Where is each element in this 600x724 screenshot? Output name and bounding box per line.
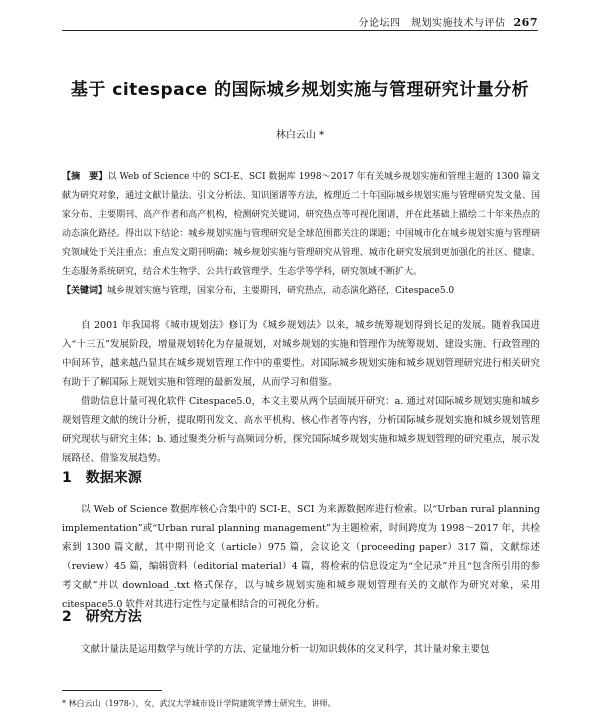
section-number: 1 bbox=[62, 470, 72, 486]
author-line: 林白云山 * bbox=[275, 130, 325, 141]
running-title: 分论坛四 规划实施技术与评估 bbox=[358, 18, 506, 29]
abstract-text: 以 Web of Science 中的 SCI-E、SCI 数据库 1998～2017 年有关城乡规划实施和管理主题的 1300 篇文献为研究对象，通过文献计量法、引文分析法、知识图谱等方法，梳理近二十年国际城乡规划实施与管理研究发文量、国家分布、主要期刊、高产作者和高产机构，检测研究关键词、研究热点等可视化图谱，并在此基础上描绘二十年来热点的动态演化路径。得出以下结论：城乡规划实施与管理研究是全球范围都关注的课题；中国城市化在城乡规划实施与管理研究领域处于关注重点；重点发文期刊明确；城乡规划实施与管理研究从管理、城市化研究发展到更加强化的社区、健康、生态服务系统研究，结合术生物学、公共行政管理学、生态学等学科，研究领域不断扩大。 bbox=[62, 172, 540, 277]
footnote-rule bbox=[62, 690, 162, 691]
intro-paragraph-2: 借助信息计量可视化软件 Citespace5.0，本文主要从两个层面展开研究：a. 通过对国际城乡规划实施和城乡规划管理文献的统计分析，提取期刊发文、高水平机构、核心作者等内容，分析国际城乡规划实施和城乡规划管理研究现状与研究主体；b. 通过聚类分析与高频词分析，探究国际城乡规划实施和城乡规划管理的研究重点，展示发展路径、借鉴发展趋势。 bbox=[62, 396, 540, 464]
intro-paragraph-1: 自 2001 年我国将《城市规划法》修订为《城乡规划法》以来，城乡统筹规划得到长足的发展。随着我国进入“十三五”发展阶段，增量规划转化为存量规划，对城乡规划的实施和管理作为统筹规划、建设实施、行政管理的中间环节，越来越凸显其在城乡规划管理工作中的重要性。对国际城乡规划实施和城乡规划管理研究进行相关研究有助于了解国际上规划实施和管理的最新发展，从而学习和借鉴。 bbox=[62, 320, 540, 388]
abstract-label: 【摘 要】 bbox=[62, 172, 108, 182]
keywords-label: 【关键词】 bbox=[62, 286, 108, 296]
header-rule bbox=[62, 30, 538, 31]
paper-title: 基于 citespace 的国际城乡规划实施与管理研究计量分析 bbox=[70, 80, 530, 100]
running-header bbox=[359, 14, 538, 29]
section-heading-methods bbox=[62, 606, 142, 626]
page-number: 267 bbox=[513, 16, 538, 29]
data-source-paragraph: 以 Web of Science 数据库核心合集中的 SCI-E、SCI 为来源数据库进行检索。以“Urban rural planning implementation”或“Urban rural planning management”为主题检索，时间跨度为 1998～2017 年，共检索到 1300 篇文献，其中期刊论文（article）975 篇，会议论文（proceeding paper）317 篇，文献综述（review）45 篇，编辑资料（editorial material）4 篇，将检索的信息设定为“全记录”并且“包含所引用的参考文献”并以 download_.txt 格式保存，以与城乡规划实施和城乡规划管理有关的文献作为研究对象，采用 citespace5.0 软件对其进行定性与定量相结合的可视化分析。 bbox=[62, 504, 540, 610]
methods-paragraph: 文献计量法是运用数学与统计学的方法、定量地分析一切知识载体的交叉科学，其计量对象主要包 bbox=[81, 644, 490, 655]
section-number: 2 bbox=[62, 609, 72, 625]
author-footnote: * 林白云山（1978-），女，武汉大学城市设计学院建筑学博士研究生，讲师。 bbox=[62, 699, 336, 708]
section-title: 研究方法 bbox=[85, 609, 142, 625]
abstract-block bbox=[62, 168, 540, 301]
section-heading-data-source bbox=[62, 467, 142, 487]
section-title: 数据来源 bbox=[85, 470, 142, 486]
keywords-text: 城乡规划实施与管理，国家分布，主要期刊，研究热点，动态演化路径，Citespace5.0 bbox=[107, 286, 455, 296]
